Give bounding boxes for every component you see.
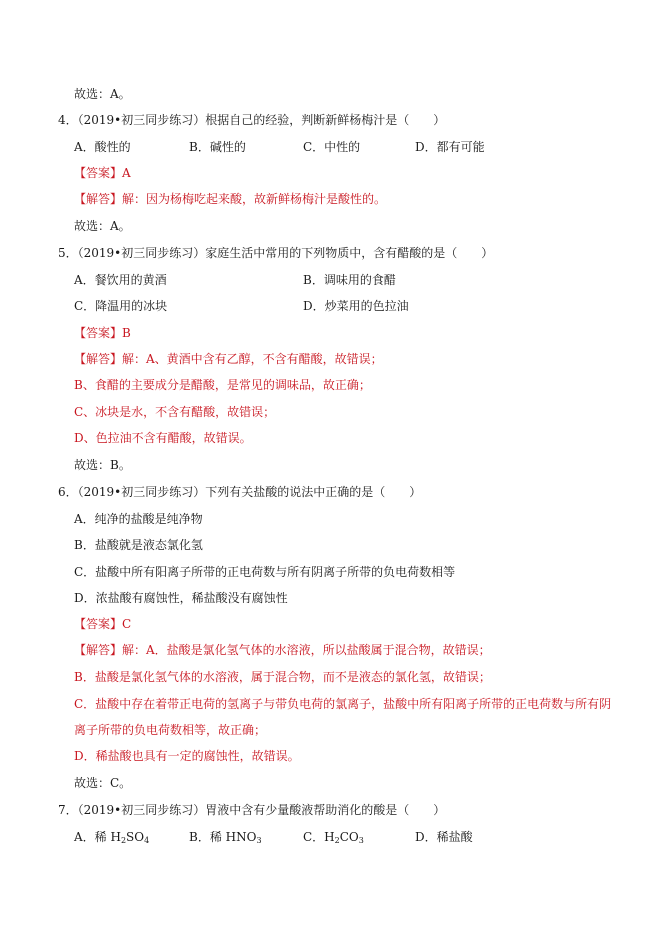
answer-value: A [122,166,131,180]
formula-subscript: 3 [358,836,364,845]
formula-text: SO [126,830,145,844]
q5-explain-line-3: C、冰块是水，不含有醋酸，故错误； [74,405,276,419]
formula-subscript: 4 [144,836,150,845]
q6-option-b: B．盐酸就是液态氯化氢 [74,538,203,552]
q6-explain-line-5: D．稀盐酸也具有一定的腐蚀性，故错误。 [74,749,300,763]
q6-answer [74,616,131,632]
q4-conclusion: 故选：A。 [74,219,131,233]
answer-label: 【答案】 [74,326,123,340]
q4-option-a: A．酸性的 [74,140,131,154]
q4-answer [74,165,131,181]
q6-explain-line-1 [74,642,491,658]
formula-subscript: 3 [256,836,262,845]
q6-explain-line-3: C．盐酸中存在着带正电荷的氢离子与带负电荷的氯离子，盐酸中所有阳离子所带的正电荷数与所有阴 [74,697,612,711]
explain-text: 解：A．盐酸是氯化氢气体的水溶液，所以盐酸属于混合物，故错误； [122,643,491,657]
formula-text: C．H [303,830,335,844]
q3-conclusion: 故选：A。 [74,87,131,101]
q6-option-a: A．纯净的盐酸是纯净物 [74,512,203,526]
answer-label: 【答案】 [74,166,123,180]
answer-label: 【答案】 [74,617,123,631]
q6-explain-line-2: B．盐酸是氯化氢气体的水溶液，属于混合物，而不是液态的氯化氢，故错误； [74,670,491,684]
explain-label: 【解答】 [74,352,123,366]
q5-explain-line-4: D、色拉油不含有醋酸，故错误。 [74,431,252,445]
q5-explain-line-1 [74,351,383,367]
q5-stem: 5．（2019•初三同步练习）家庭生活中常用的下列物质中，含有醋酸的是（ ） [58,246,494,260]
q6-stem: 6．（2019•初三同步练习）下列有关盐酸的说法中正确的是（ ） [58,485,422,499]
answer-value: C [122,617,132,631]
q7-option-a [74,829,149,845]
formula-text: CO [339,830,359,844]
q5-option-d: D．炒菜用的色拉油 [303,299,409,313]
explain-label: 【解答】 [74,643,123,657]
explain-label: 【解答】 [74,192,123,206]
q6-explain-line-4: 离子所带的负电荷数相等，故正确； [74,723,267,737]
q7-stem: 7．（2019•初三同步练习）胃液中含有少量酸液帮助消化的酸是（ ） [58,803,446,817]
q5-conclusion: 故选：B。 [74,458,131,472]
formula-subscript: 2 [120,836,127,845]
answer-value: B [122,326,131,340]
q4-stem: 4．（2019•初三同步练习）根据自己的经验，判断新鲜杨梅汁是（ ） [58,113,446,127]
q5-option-c: C．降温用的冰块 [74,299,168,313]
q4-option-c: C．中性的 [303,140,361,154]
q6-option-d: D．浓盐酸有腐蚀性，稀盐酸没有腐蚀性 [74,591,288,605]
explain-text: 解：因为杨梅吃起来酸，故新鲜杨梅汁是酸性的。 [122,192,387,206]
q5-explain-line-2: B、食醋的主要成分是醋酸，是常见的调味品，故正确； [74,378,371,392]
q4-option-b: B．碱性的 [189,140,246,154]
explain-text: 解：A、黄酒中含有乙醇，不含有醋酸，故错误； [122,352,383,366]
formula-text: A．稀 H [74,830,121,844]
q6-option-c: C．盐酸中所有阳离子所带的正电荷数与所有阴离子所带的负电荷数相等 [74,565,456,579]
q7-option-d: D．稀盐酸 [415,830,473,844]
q6-conclusion: 故选：C。 [74,776,132,790]
q5-option-b: B．调味用的食醋 [303,273,396,287]
q5-answer [74,325,131,341]
q4-option-d: D．都有可能 [415,140,485,154]
q7-option-c [303,829,364,845]
q4-explain [74,191,386,207]
formula-text: B．稀 HNO [189,830,257,844]
q7-option-b [189,829,262,845]
formula-subscript: 2 [334,836,340,845]
q5-option-a: A．餐饮用的黄酒 [74,273,167,287]
